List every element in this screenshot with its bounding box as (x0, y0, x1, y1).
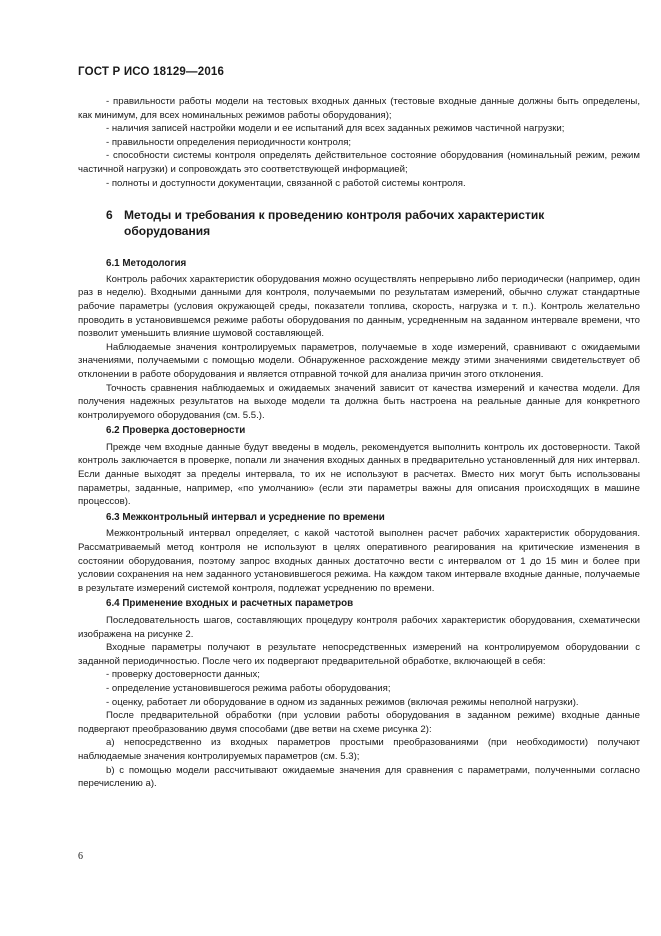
page-content (78, 95, 640, 791)
standard-header: ГОСТ Р ИСО 18129—2016 (78, 66, 225, 78)
paragraph: Контроль рабочих характеристик оборудования можно осуществлять непрерывно либо периодически (например, один раз в неделю). Входными данными для контроля, получаемыми по результатам измерений, обычно служат стандартные рабочие параметры (условия окружающей среды, показатели топлива, скорость, нагрузка и т. п.). Контроль желательно проводить в установившемся режиме работы оборудования по данным, усредненным на заданном интервале времени, что позволит уменьшить влияние шумовой составляющей. (78, 273, 640, 340)
list-item: - правильности работы модели на тестовых входных данных (тестовые входные данные должны быть определены, как минимум, для всех номинальных режимов работы оборудования); (78, 96, 640, 121)
paragraph: Межконтрольный интервал определяет, с какой частотой выполнен расчет рабочих характеристик оборудования. Рассматриваемый метод контроля не используют в целях оперативного реагирования на критические изменения в состоянии оборудования, поэтому запрос входных данных достаточно вести с интервалом от 1 до 15 мин и более при условии сохранения на нем заданного установившегося режима. На каждом таком интервале входные данные, получаемые в результате измерений системой контроля, подлежат усреднению по времени. (78, 528, 640, 594)
page-number: 6 (78, 851, 83, 862)
list-item-b: b) с помощью модели рассчитывают ожидаемые значения для сравнения с параметрами, полученными согласно перечислению а). (78, 764, 640, 790)
subsection-heading-6-4: 6.4 Применение входных и расчетных параметров (106, 598, 354, 610)
list-item: - полноты и доступности документации, связанной с работой системы контроля. (106, 177, 466, 189)
paragraph: Последовательность шагов, составляющих процедуру контроля рабочих характеристик оборудования, схематически изображена на рисунке 2. (78, 615, 640, 640)
subsection-heading-6-1: 6.1 Методология (106, 258, 187, 270)
list-item: - оценку, работает ли оборудование в одном из заданных режимов (включая режимы неполной нагрузки). (106, 696, 579, 708)
subsection-heading-6-2: 6.2 Проверка достоверности (106, 425, 246, 437)
section-title: Методы и требования к проведению контроля рабочих характеристик оборудования (124, 208, 545, 239)
list-item: - определение установившегося режима работы оборудования; (106, 682, 391, 694)
paragraph: После предварительной обработки (при условии работы оборудования в заданном режиме) входные данные подвергают преобразованию двумя способами (две ветви на схеме рисунка 2): (78, 710, 640, 735)
paragraph: Наблюдаемые значения контролируемых параметров, получаемые в ходе измерений, сравнивают с ожидаемыми значениями, получаемыми с помощью модели. Обнаруженное расхождение между этими значениями свидетельствует об отклонении в работе оборудования и является отправной точкой для анализа причин этого отклонения. (78, 341, 640, 380)
paragraph: Прежде чем входные данные будут введены в модель, рекомендуется выполнить контроль их достоверности. Такой контроль заключается в проверке, попали ли значения входных данных в предварительно установленный для них интервал. Если данные выходят за пределы интервала, то их не используют в расчетах. Вместо них могут быть использованы параметры, заданные, например, «по умолчанию» (если эти параметры важны для описания происходящих в машине процессов). (78, 441, 640, 508)
subsection-heading-6-3: 6.3 Межконтрольный интервал и усреднение по времени (106, 511, 385, 523)
list-item: - проверку достоверности данных; (106, 669, 260, 681)
section-6-heading (78, 207, 640, 239)
paragraph: Входные параметры получают в результате непосредственных измерений на контролируемом оборудовании с заданной периодичностью. После чего их подвергают предварительной обработке, включающей в себя: (78, 642, 640, 667)
list-item: - способности системы контроля определять действительное состояние оборудования (номинальный режим, режим частичной нагрузки) и сопровождать это соответствующей информацией; (78, 150, 640, 175)
list-item-a: a) непосредственно из входных параметров простыми преобразованиями (при необходимости) получают наблюдаемые значения контролируемых параметров (см. 5.3); (78, 737, 640, 762)
paragraph: Точность сравнения наблюдаемых и ожидаемых значений зависит от качества измерений и качества модели. Для получения надежных результатов на выходе модели та должна быть настроена на реальные данные для конкретного контролируемого оборудования (см. 5.5.). (78, 382, 640, 421)
section-number: 6 (106, 208, 113, 223)
list-item: - наличия записей настройки модели и ее испытаний для всех заданных режимов частичной нагрузки; (106, 123, 565, 135)
list-item: - правильности определения периодичности контроля; (106, 136, 352, 148)
